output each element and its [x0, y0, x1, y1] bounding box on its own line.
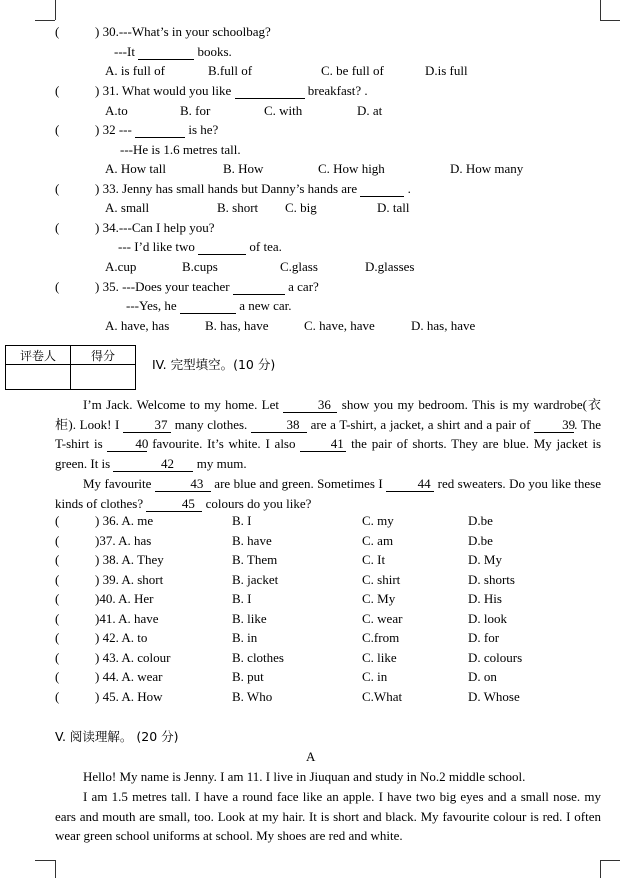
- option-c: C.What: [362, 688, 403, 704]
- option-b: B. in: [232, 630, 258, 645]
- option-c: C. my: [362, 513, 394, 528]
- option-d: D. tall: [377, 200, 410, 215]
- answer-paren: (: [55, 513, 60, 528]
- answer-paren: (: [55, 24, 60, 39]
- answer-paren: (: [55, 83, 60, 98]
- cloze-paragraph-1: I’m Jack. Welcome to my home. Let 36 show you my bedroom. This is my wardrobe(衣柜). Look! I 37 many clothes. 38 are a T-shirt, a jacket, a shirt and a pair of 39. The T-shirt is 40 favourite. It’s white. I also 41 the pair of shorts. They are blue. My jacket is green. It is 42 my mum.: [55, 397, 602, 471]
- answer-paren: (: [55, 688, 60, 704]
- answer-paren: (: [55, 649, 60, 665]
- question-stem: ) 31. What would you like: [95, 83, 232, 98]
- score-header: 得分: [71, 346, 136, 365]
- option-b: B. have: [232, 532, 272, 548]
- blank-44: 44: [386, 477, 434, 492]
- question-stem: ) 35. ---Does your teacher: [95, 279, 230, 294]
- option-a: A. have, has: [105, 318, 170, 333]
- option-a: A. small: [105, 200, 150, 215]
- blank-36: 36: [283, 398, 337, 413]
- crop-mark-top-left: [55, 0, 56, 20]
- cloze-paragraph-2: My favourite 43 are blue and green. Sometimes I 44 red sweaters. Do you like these kinds of clothes? 45 colours do you like?: [55, 476, 601, 511]
- option-b: B. has, have: [205, 318, 269, 333]
- option-a: ) 43. A. colour: [95, 649, 171, 665]
- option-c: C. am: [362, 532, 394, 548]
- passage-a-label: A: [306, 749, 316, 764]
- option-c: C. shirt: [362, 571, 401, 587]
- answer-paren: (: [55, 630, 60, 645]
- option-a: ) 42. A. to: [95, 630, 148, 645]
- option-a: ) 45. A. How: [95, 688, 163, 704]
- question-35-line2: ---Yes, he a new car.: [126, 298, 292, 313]
- grader-header: 评卷人: [6, 346, 71, 365]
- option-b: B. like: [232, 610, 267, 626]
- option-c: C. have, have: [304, 318, 375, 333]
- option-d: D. My: [468, 552, 502, 567]
- option-a: A.cup: [105, 259, 137, 274]
- question-stem: ) 33. Jenny has small hands but Danny’s hands are: [95, 181, 358, 196]
- blank: [198, 240, 246, 255]
- question-30: [55, 24, 271, 40]
- question-stem: ) 34.---Can I help you?: [95, 220, 215, 235]
- blank-40: 40: [107, 437, 147, 452]
- option-d: D. has, have: [411, 318, 476, 333]
- question-32-line2: ---He is 1.6 metres tall.: [120, 142, 241, 157]
- option-d: D.glasses: [365, 259, 415, 274]
- crop-mark-bottom-right: [600, 860, 620, 861]
- option-d: D.be: [468, 532, 493, 548]
- option-b: B. short: [217, 200, 259, 215]
- option-b: B.cups: [182, 259, 218, 274]
- blank: [235, 84, 305, 99]
- answer-paren: (: [55, 610, 60, 626]
- option-a: ) 36. A. me: [95, 513, 154, 528]
- question-31: ( ) 31. What would you like breakfast? .: [55, 83, 368, 98]
- blank: [138, 45, 194, 60]
- option-d: D. for: [468, 630, 500, 645]
- passage-a-paragraph-1: Hello! My name is Jenny. I am 11. I live in Jiuquan and study in No.2 middle school.: [83, 769, 526, 784]
- option-a: ) 39. A. short: [95, 571, 164, 587]
- option-c: C. It: [362, 552, 386, 567]
- question-35: ( ) 35. ---Does your teacher a car?: [55, 279, 319, 294]
- option-d: D. Whose: [468, 688, 520, 704]
- blank-41: 41: [300, 437, 346, 452]
- option-b: B.full of: [208, 63, 253, 78]
- section-5-title: V. 阅读理解。 (20 分): [55, 729, 179, 744]
- option-d: D. shorts: [468, 571, 515, 587]
- option-b: B. I: [232, 591, 252, 606]
- option-a: )37. A. has: [95, 532, 152, 548]
- answer-paren: (: [55, 532, 60, 548]
- option-d: D. colours: [468, 649, 523, 665]
- answer-paren: (: [55, 220, 60, 235]
- crop-mark-top-right: [600, 20, 620, 21]
- option-a: )41. A. have: [95, 610, 159, 626]
- score-cell[interactable]: [71, 365, 136, 390]
- option-a: ) 44. A. wear: [95, 669, 163, 684]
- answer-paren: (: [55, 122, 60, 137]
- blank-45: 45: [146, 497, 202, 512]
- answer-paren: (: [55, 571, 60, 587]
- option-c: C.glass: [280, 259, 318, 274]
- answer-paren: (: [55, 181, 60, 196]
- question-33: ( ) 33. Jenny has small hands but Danny’s hands are .: [55, 181, 411, 196]
- section-4-title: IV. 完型填空。(10 分): [152, 357, 276, 372]
- blank: [360, 182, 404, 197]
- answer-paren: (: [55, 279, 60, 294]
- option-d: D.be: [468, 513, 493, 528]
- option-b: B. put: [232, 669, 264, 684]
- option-c: C. with: [264, 103, 303, 118]
- option-b: B. for: [180, 103, 211, 118]
- question-34-line2: --- I’d like two of tea.: [118, 239, 282, 254]
- crop-mark-bottom-left: [55, 860, 56, 878]
- question-32: ( ) 32 --- is he?: [55, 122, 219, 137]
- option-c: C. How high: [318, 161, 385, 176]
- passage-a-paragraph-2: I am 1.5 metres tall. I have a round face like an apple. I have two big eyes and a small nose. my ears and mouth are small, too. Look at my hair. It is short and black. My favourite colour is red. I often wear green school uniforms at school. My shoes are red and white.: [55, 789, 601, 843]
- question-stem: ) 32 ---: [95, 122, 132, 137]
- option-d: D. at: [357, 103, 383, 118]
- option-b: B. clothes: [232, 649, 284, 665]
- blank: [135, 123, 185, 138]
- question-30-line2: ---It books.: [114, 44, 232, 59]
- option-d: D.is full: [425, 63, 468, 78]
- option-b: B. How: [223, 161, 264, 176]
- blank-39: 39: [534, 418, 574, 433]
- option-c: C. be full of: [321, 63, 384, 78]
- grader-cell[interactable]: [6, 365, 71, 390]
- answer-paren: (: [55, 552, 60, 567]
- crop-mark-bottom-right: [600, 860, 601, 878]
- blank-42: 42: [113, 457, 193, 472]
- answer-paren: (: [55, 591, 60, 606]
- option-b: B. I: [232, 513, 252, 528]
- crop-mark-top-right: [600, 0, 601, 20]
- answer-paren: (: [55, 669, 60, 684]
- option-a: ) 38. A. They: [95, 552, 164, 567]
- blank-43: 43: [155, 477, 211, 492]
- blank-37: 37: [123, 418, 171, 433]
- option-c: C.from: [362, 630, 400, 645]
- crop-mark-bottom-left: [35, 860, 55, 861]
- option-c: C. My: [362, 591, 396, 606]
- option-a: A.to: [105, 103, 128, 118]
- option-a: )40. A. Her: [95, 591, 154, 606]
- question-34: [55, 220, 215, 236]
- blank: [180, 299, 236, 314]
- score-table: [5, 345, 136, 390]
- option-a: A. is full of: [105, 63, 165, 78]
- option-c: C. in: [362, 669, 388, 684]
- option-b: B. Who: [232, 688, 273, 704]
- option-b: B. Them: [232, 552, 278, 567]
- option-c: C. wear: [362, 610, 403, 626]
- option-d: D. His: [468, 591, 502, 606]
- option-d: D. look: [468, 610, 507, 626]
- option-c: C. like: [362, 649, 397, 665]
- option-b: B. jacket: [232, 571, 279, 587]
- crop-mark-top-left: [35, 20, 55, 21]
- option-c: C. big: [285, 200, 317, 215]
- blank-38: 38: [251, 418, 307, 433]
- option-d: D. on: [468, 669, 497, 684]
- option-a: A. How tall: [105, 161, 167, 176]
- question-stem: ) 30.---What’s in your schoolbag?: [95, 24, 271, 39]
- option-d: D. How many: [450, 161, 524, 176]
- blank: [233, 280, 285, 295]
